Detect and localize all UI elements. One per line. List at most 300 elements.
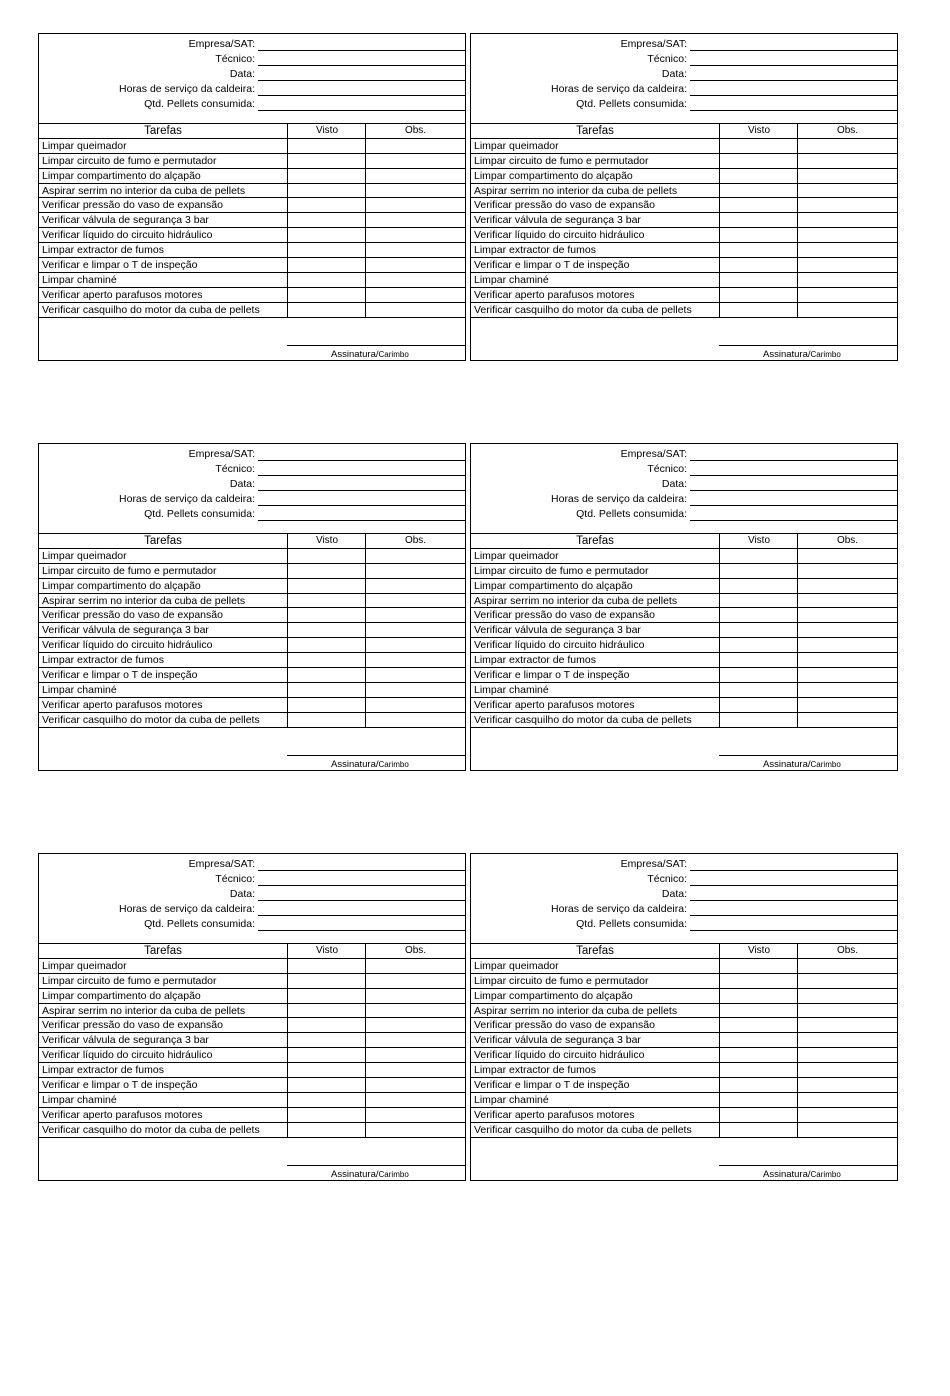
header-field <box>39 506 465 521</box>
notes-cell[interactable] <box>365 1063 465 1077</box>
notes-cell[interactable] <box>365 698 465 712</box>
table-row <box>471 1018 897 1033</box>
notes-cell[interactable] <box>365 1078 465 1092</box>
notes-cell[interactable] <box>797 959 897 973</box>
header-field <box>471 51 897 66</box>
checked-cell[interactable] <box>719 579 798 593</box>
stamp-text: Carimbo <box>810 760 841 769</box>
checked-cell[interactable] <box>719 1033 798 1047</box>
header-field <box>471 856 897 871</box>
field-label: Técnico: <box>215 53 255 65</box>
field-label: Data: <box>661 888 687 900</box>
table-row <box>39 169 465 184</box>
notes-cell[interactable] <box>365 974 465 988</box>
notes-cell[interactable] <box>365 1004 465 1018</box>
notes-cell[interactable] <box>797 549 897 563</box>
card-header <box>39 854 465 943</box>
field-entry-line[interactable] <box>690 930 897 931</box>
checked-cell[interactable] <box>287 1063 366 1077</box>
notes-cell[interactable] <box>797 184 897 198</box>
task-label: Limpar extractor de fumos <box>42 654 164 667</box>
task-label: Limpar extractor de fumos <box>474 244 596 257</box>
notes-cell[interactable] <box>797 594 897 608</box>
notes-cell[interactable] <box>797 989 897 1003</box>
tasks-table <box>39 533 465 728</box>
table-row <box>471 1004 897 1019</box>
table-row <box>471 549 897 564</box>
checked-cell[interactable] <box>719 989 798 1003</box>
checked-cell[interactable] <box>287 1093 366 1107</box>
checked-cell[interactable] <box>719 243 798 257</box>
notes-cell[interactable] <box>365 549 465 563</box>
checked-cell[interactable] <box>287 594 366 608</box>
field-entry-line[interactable] <box>690 520 897 521</box>
notes-cell[interactable] <box>365 683 465 697</box>
checked-cell[interactable] <box>287 1033 366 1047</box>
table-row <box>471 184 897 199</box>
checked-cell[interactable] <box>287 564 366 578</box>
checked-cell[interactable] <box>719 288 798 302</box>
task-label: Verificar pressão do vaso de expansão <box>42 199 223 212</box>
task-label: Verificar pressão do vaso de expansão <box>474 199 655 212</box>
checked-cell[interactable] <box>287 1108 366 1122</box>
stamp-text: Carimbo <box>810 1170 841 1179</box>
signature-line[interactable] <box>287 345 465 346</box>
column-header-checked: Visto <box>287 944 366 958</box>
notes-cell[interactable] <box>797 213 897 227</box>
field-label: Data: <box>661 478 687 490</box>
field-label: Qtd. Pellets consumida: <box>144 918 255 930</box>
table-row <box>471 1123 897 1138</box>
task-label: Verificar e limpar o T de inspeção <box>474 259 630 272</box>
checked-cell[interactable] <box>719 974 798 988</box>
notes-cell[interactable] <box>797 139 897 153</box>
task-label: Limpar queimador <box>42 959 127 972</box>
notes-cell[interactable] <box>365 653 465 667</box>
task-label: Verificar líquido do circuito hidráulico <box>42 229 213 242</box>
checked-cell[interactable] <box>287 989 366 1003</box>
notes-cell[interactable] <box>797 288 897 302</box>
table-row <box>39 1063 465 1078</box>
notes-cell[interactable] <box>365 1033 465 1047</box>
notes-cell[interactable] <box>797 638 897 652</box>
table-row <box>471 169 897 184</box>
table-row <box>471 683 897 698</box>
checked-cell[interactable] <box>719 1063 798 1077</box>
checked-cell[interactable] <box>287 258 366 272</box>
task-label: Verificar casquilho do motor da cuba de pellets <box>474 1123 692 1136</box>
task-label: Verificar e limpar o T de inspeção <box>42 259 198 272</box>
notes-cell[interactable] <box>365 564 465 578</box>
table-row <box>471 288 897 303</box>
checked-cell[interactable] <box>719 198 798 212</box>
table-row <box>39 1004 465 1019</box>
notes-cell[interactable] <box>365 258 465 272</box>
header-field <box>39 36 465 51</box>
notes-cell[interactable] <box>365 273 465 287</box>
field-entry-line[interactable] <box>258 110 465 111</box>
maintenance-card <box>470 853 898 1181</box>
notes-cell[interactable] <box>365 1123 465 1137</box>
notes-cell[interactable] <box>797 169 897 183</box>
task-label: Verificar pressão do vaso de expansão <box>474 1019 655 1032</box>
notes-cell[interactable] <box>365 1093 465 1107</box>
field-label: Técnico: <box>647 873 687 885</box>
signature-line[interactable] <box>719 755 897 756</box>
task-label: Verificar líquido do circuito hidráulico <box>474 639 645 652</box>
task-label: Verificar aperto parafusos motores <box>474 1108 635 1121</box>
table-row <box>471 594 897 609</box>
signature-label <box>763 349 841 360</box>
notes-cell[interactable] <box>365 1108 465 1122</box>
tasks-table <box>471 533 897 728</box>
field-label: Horas de serviço da caldeira: <box>119 903 255 915</box>
notes-cell[interactable] <box>797 623 897 637</box>
checked-cell[interactable] <box>719 608 798 622</box>
notes-cell[interactable] <box>365 713 465 727</box>
table-row <box>39 579 465 594</box>
checked-cell[interactable] <box>719 1048 798 1062</box>
task-label: Limpar chaminé <box>474 273 549 286</box>
checked-cell[interactable] <box>719 228 798 242</box>
table-row <box>39 288 465 303</box>
checked-cell[interactable] <box>719 713 798 727</box>
table-row <box>471 959 897 974</box>
field-label: Data: <box>661 68 687 80</box>
notes-cell[interactable] <box>797 713 897 727</box>
field-label: Técnico: <box>215 873 255 885</box>
column-header-tasks: Tarefas <box>576 535 614 547</box>
table-row <box>39 1093 465 1108</box>
notes-cell[interactable] <box>797 154 897 168</box>
checked-cell[interactable] <box>719 638 798 652</box>
notes-cell[interactable] <box>797 1108 897 1122</box>
column-header-notes: Obs. <box>797 534 897 548</box>
table-row <box>471 139 897 154</box>
checked-cell[interactable] <box>287 623 366 637</box>
checked-cell[interactable] <box>719 1004 798 1018</box>
task-label: Verificar líquido do circuito hidráulico <box>42 1049 213 1062</box>
table-row <box>471 303 897 318</box>
column-header-notes: Obs. <box>797 944 897 958</box>
task-label: Verificar aperto parafusos motores <box>42 698 203 711</box>
checked-cell[interactable] <box>719 1018 798 1032</box>
checked-cell[interactable] <box>719 549 798 563</box>
notes-cell[interactable] <box>365 184 465 198</box>
header-field <box>471 96 897 111</box>
checked-cell[interactable] <box>287 1048 366 1062</box>
checked-cell[interactable] <box>719 698 798 712</box>
table-row <box>39 154 465 169</box>
notes-cell[interactable] <box>365 579 465 593</box>
checked-cell[interactable] <box>287 303 366 317</box>
notes-cell[interactable] <box>365 638 465 652</box>
checked-cell[interactable] <box>719 184 798 198</box>
table-row <box>471 713 897 728</box>
stamp-text: Carimbo <box>810 350 841 359</box>
checked-cell[interactable] <box>287 273 366 287</box>
checked-cell[interactable] <box>287 549 366 563</box>
table-row <box>471 243 897 258</box>
checked-cell[interactable] <box>287 698 366 712</box>
card-header <box>471 444 897 533</box>
table-row <box>39 564 465 579</box>
field-label: Qtd. Pellets consumida: <box>144 508 255 520</box>
column-header-checked: Visto <box>719 944 798 958</box>
header-field <box>471 446 897 461</box>
checked-cell[interactable] <box>287 959 366 973</box>
table-row <box>471 1093 897 1108</box>
task-label: Limpar chaminé <box>474 1093 549 1106</box>
task-label: Verificar casquilho do motor da cuba de pellets <box>42 1123 260 1136</box>
checked-cell[interactable] <box>719 653 798 667</box>
checked-cell[interactable] <box>719 303 798 317</box>
checked-cell[interactable] <box>287 683 366 697</box>
checked-cell[interactable] <box>287 184 366 198</box>
checked-cell[interactable] <box>287 653 366 667</box>
table-row <box>39 1078 465 1093</box>
task-label: Verificar aperto parafusos motores <box>42 1108 203 1121</box>
checked-cell[interactable] <box>719 683 798 697</box>
notes-cell[interactable] <box>365 623 465 637</box>
signature-line[interactable] <box>719 345 897 346</box>
notes-cell[interactable] <box>797 1093 897 1107</box>
notes-cell[interactable] <box>365 668 465 682</box>
header-field <box>471 476 897 491</box>
field-label: Horas de serviço da caldeira: <box>119 83 255 95</box>
checked-cell[interactable] <box>719 139 798 153</box>
field-label: Técnico: <box>647 463 687 475</box>
checked-cell[interactable] <box>719 959 798 973</box>
checked-cell[interactable] <box>287 213 366 227</box>
column-header-tasks: Tarefas <box>144 535 182 547</box>
checked-cell[interactable] <box>719 1108 798 1122</box>
notes-cell[interactable] <box>365 989 465 1003</box>
table-row <box>39 698 465 713</box>
table-row <box>471 653 897 668</box>
notes-cell[interactable] <box>365 959 465 973</box>
notes-cell[interactable] <box>365 1018 465 1032</box>
field-label: Empresa/SAT: <box>188 38 255 50</box>
table-row <box>39 974 465 989</box>
task-label: Aspirar serrim no interior da cuba de pellets <box>474 1004 678 1017</box>
notes-cell[interactable] <box>797 1004 897 1018</box>
column-header-tasks: Tarefas <box>576 945 614 957</box>
header-field <box>39 66 465 81</box>
column-header-checked: Visto <box>287 534 366 548</box>
table-row <box>471 1033 897 1048</box>
notes-cell[interactable] <box>365 213 465 227</box>
field-entry-line[interactable] <box>258 930 465 931</box>
task-label: Limpar queimador <box>42 139 127 152</box>
notes-cell[interactable] <box>797 303 897 317</box>
checked-cell[interactable] <box>287 1018 366 1032</box>
notes-cell[interactable] <box>365 228 465 242</box>
checked-cell[interactable] <box>719 1123 798 1137</box>
checked-cell[interactable] <box>287 243 366 257</box>
header-field <box>471 66 897 81</box>
table-header-row <box>471 534 897 549</box>
table-row <box>471 564 897 579</box>
notes-cell[interactable] <box>797 698 897 712</box>
notes-cell[interactable] <box>797 228 897 242</box>
maintenance-card <box>470 33 898 361</box>
table-row <box>39 1018 465 1033</box>
checked-cell[interactable] <box>719 213 798 227</box>
notes-cell[interactable] <box>365 1048 465 1062</box>
header-field <box>39 96 465 111</box>
notes-cell[interactable] <box>797 564 897 578</box>
field-label: Data: <box>229 478 255 490</box>
field-entry-line[interactable] <box>258 520 465 521</box>
table-row <box>471 1108 897 1123</box>
notes-cell[interactable] <box>365 198 465 212</box>
task-label: Limpar compartimento do alçapão <box>474 989 633 1002</box>
notes-cell[interactable] <box>797 1033 897 1047</box>
notes-cell[interactable] <box>365 169 465 183</box>
checked-cell[interactable] <box>719 273 798 287</box>
notes-cell[interactable] <box>797 198 897 212</box>
task-label: Limpar circuito de fumo e permutador <box>42 974 217 987</box>
notes-cell[interactable] <box>797 1048 897 1062</box>
column-header-tasks: Tarefas <box>576 125 614 137</box>
field-label: Técnico: <box>647 53 687 65</box>
notes-cell[interactable] <box>797 243 897 257</box>
table-row <box>471 258 897 273</box>
task-label: Verificar e limpar o T de inspeção <box>474 1079 630 1092</box>
signature-line[interactable] <box>287 1165 465 1166</box>
notes-cell[interactable] <box>365 608 465 622</box>
signature-label <box>763 1169 841 1180</box>
task-label: Verificar líquido do circuito hidráulico <box>474 229 645 242</box>
notes-cell[interactable] <box>797 273 897 287</box>
notes-cell[interactable] <box>797 1018 897 1032</box>
maintenance-card <box>38 853 466 1181</box>
table-header-row <box>39 534 465 549</box>
task-label: Limpar chaminé <box>474 683 549 696</box>
header-field <box>39 871 465 886</box>
task-label: Verificar aperto parafusos motores <box>474 698 635 711</box>
notes-cell[interactable] <box>797 1078 897 1092</box>
notes-cell[interactable] <box>365 288 465 302</box>
notes-cell[interactable] <box>797 974 897 988</box>
header-field <box>471 886 897 901</box>
header-field <box>39 461 465 476</box>
table-row <box>471 623 897 638</box>
checked-cell[interactable] <box>287 1078 366 1092</box>
notes-cell[interactable] <box>365 243 465 257</box>
signature-line[interactable] <box>287 755 465 756</box>
column-header-notes: Obs. <box>365 534 465 548</box>
checked-cell[interactable] <box>287 974 366 988</box>
checked-cell[interactable] <box>287 154 366 168</box>
notes-cell[interactable] <box>797 683 897 697</box>
task-label: Limpar chaminé <box>42 683 117 696</box>
checked-cell[interactable] <box>287 198 366 212</box>
table-row <box>39 668 465 683</box>
notes-cell[interactable] <box>365 594 465 608</box>
notes-cell[interactable] <box>797 258 897 272</box>
table-row <box>471 579 897 594</box>
table-row <box>39 228 465 243</box>
task-label: Limpar queimador <box>474 549 559 562</box>
checked-cell[interactable] <box>719 1078 798 1092</box>
header-field <box>39 901 465 916</box>
signature-line[interactable] <box>719 1165 897 1166</box>
notes-cell[interactable] <box>797 1063 897 1077</box>
checked-cell[interactable] <box>719 623 798 637</box>
notes-cell[interactable] <box>797 1123 897 1137</box>
task-label: Limpar extractor de fumos <box>474 654 596 667</box>
notes-cell[interactable] <box>365 139 465 153</box>
notes-cell[interactable] <box>365 154 465 168</box>
checked-cell[interactable] <box>287 668 366 682</box>
task-label: Limpar circuito de fumo e permutador <box>474 154 649 167</box>
signature-text: Assinatura/ <box>763 1169 811 1180</box>
notes-cell[interactable] <box>797 579 897 593</box>
table-row <box>39 549 465 564</box>
task-label: Verificar pressão do vaso de expansão <box>474 609 655 622</box>
header-field <box>39 446 465 461</box>
checked-cell[interactable] <box>287 139 366 153</box>
header-field <box>471 871 897 886</box>
checked-cell[interactable] <box>287 579 366 593</box>
table-row <box>471 974 897 989</box>
table-row <box>39 213 465 228</box>
checked-cell[interactable] <box>287 1123 366 1137</box>
table-header-row <box>471 124 897 139</box>
task-label: Verificar e limpar o T de inspeção <box>474 669 630 682</box>
task-label: Limpar queimador <box>474 959 559 972</box>
table-row <box>39 1033 465 1048</box>
field-label: Horas de serviço da caldeira: <box>551 903 687 915</box>
notes-cell[interactable] <box>797 668 897 682</box>
table-row <box>471 273 897 288</box>
header-field <box>39 886 465 901</box>
checked-cell[interactable] <box>719 154 798 168</box>
notes-cell[interactable] <box>365 303 465 317</box>
checked-cell[interactable] <box>287 713 366 727</box>
checked-cell[interactable] <box>719 668 798 682</box>
table-row <box>39 243 465 258</box>
header-field <box>39 81 465 96</box>
tasks-table <box>471 943 897 1138</box>
checked-cell[interactable] <box>719 169 798 183</box>
checked-cell[interactable] <box>719 564 798 578</box>
checked-cell[interactable] <box>719 594 798 608</box>
field-label: Qtd. Pellets consumida: <box>576 918 687 930</box>
checked-cell[interactable] <box>719 1093 798 1107</box>
field-entry-line[interactable] <box>690 110 897 111</box>
notes-cell[interactable] <box>797 608 897 622</box>
column-header-notes: Obs. <box>365 124 465 138</box>
card-header <box>471 854 897 943</box>
field-label: Empresa/SAT: <box>620 858 687 870</box>
checked-cell[interactable] <box>287 288 366 302</box>
maintenance-card <box>38 33 466 361</box>
checked-cell[interactable] <box>719 258 798 272</box>
checked-cell[interactable] <box>287 638 366 652</box>
checked-cell[interactable] <box>287 608 366 622</box>
table-row <box>471 638 897 653</box>
signature-label <box>331 349 409 360</box>
checked-cell[interactable] <box>287 169 366 183</box>
checked-cell[interactable] <box>287 228 366 242</box>
task-label: Verificar válvula de segurança 3 bar <box>42 624 209 637</box>
checked-cell[interactable] <box>287 1004 366 1018</box>
notes-cell[interactable] <box>797 653 897 667</box>
header-field <box>471 491 897 506</box>
